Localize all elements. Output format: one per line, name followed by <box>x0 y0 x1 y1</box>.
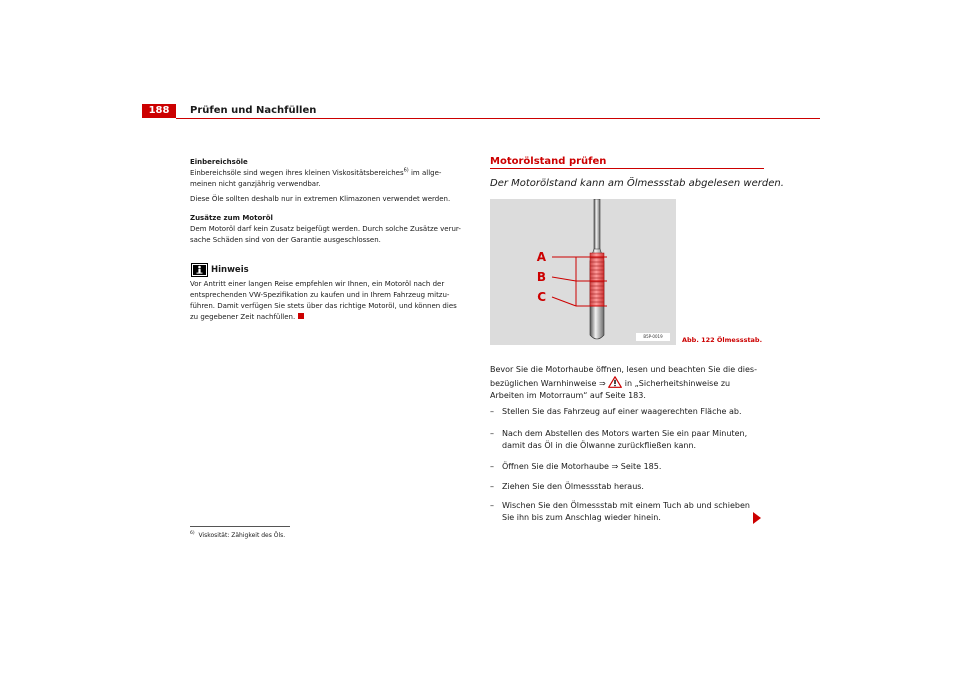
text: zu gegebener Zeit nachfüllen. <box>190 313 296 321</box>
step-text <box>502 428 765 452</box>
text: Arbeiten im Motorraum“ auf Seite 183. <box>490 391 646 400</box>
warning-triangle-icon[interactable] <box>608 376 622 388</box>
note-info-icon <box>191 262 208 276</box>
figure-label-a: A <box>536 250 546 264</box>
subheading-einbereichsoele: Einbereichsöle <box>190 158 248 166</box>
text: Sie ihn bis zum Anschlag wieder hinein. <box>502 513 661 522</box>
step-text <box>502 461 765 473</box>
text: Ziehen Sie den Ölmessstab heraus. <box>502 482 644 491</box>
section-subtitle: Der Motorölstand kann am Ölmessstab abgelesen werden. <box>490 178 784 189</box>
text: damit das Öl in die Ölwanne zurückfließen kann. <box>502 441 697 450</box>
text: im allge- <box>408 169 442 177</box>
header-divider <box>176 118 820 119</box>
figure-label-b: B <box>536 270 546 284</box>
list-dash: – <box>490 407 494 416</box>
page-number: 188 <box>142 104 176 118</box>
note-heading: Hinweis <box>211 265 249 275</box>
text: sache Schäden sind von der Garantie ausgeschlossen. <box>190 236 381 244</box>
list-dash: – <box>490 501 494 510</box>
next-page-arrow-icon[interactable] <box>752 510 762 524</box>
figure-caption: Abb. 122 Ölmessstab. <box>682 336 763 344</box>
section-divider <box>490 168 764 169</box>
paragraph-zusaetze <box>190 224 470 246</box>
note-text <box>190 279 470 323</box>
text: Dem Motoröl darf kein Zusatz beigefügt werden. Durch solche Zusätze verur- <box>190 225 461 233</box>
list-item <box>490 428 765 452</box>
footnote-marker: 6) <box>190 531 195 536</box>
footnote-divider <box>190 526 290 527</box>
footnote <box>190 531 285 540</box>
paragraph-einbereichsoele <box>190 168 470 190</box>
text: in „Sicherheitshinweise zu <box>622 379 731 388</box>
list-item <box>490 406 765 418</box>
text: Vor Antritt einer langen Reise empfehlen wir Ihnen, ein Motoröl nach der <box>190 280 445 288</box>
footnote-text: Viskosität: Zähigkeit des Öls. <box>198 532 286 539</box>
text: entsprechenden VW-Spezifikation zu kaufen und in Ihrem Fahrzeug mitzu- <box>190 291 450 299</box>
text: Einbereichsöle sind wegen ihres kleinen Viskositätsbereiches <box>190 169 404 177</box>
section-title: Motorölstand prüfen <box>490 156 607 167</box>
footnote-ref[interactable]: 6) <box>403 167 409 174</box>
list-dash: – <box>490 429 494 438</box>
text: meinen nicht ganzjährig verwendbar. <box>190 180 321 188</box>
step-text <box>502 500 765 524</box>
step-text <box>502 406 765 418</box>
list-item <box>490 500 765 524</box>
text: Stellen Sie das Fahrzeug auf einer waagerechten Fläche ab. <box>502 407 742 416</box>
text: Wischen Sie den Ölmessstab mit einem Tuch ab und schieben <box>502 501 750 510</box>
list-dash: – <box>490 462 494 471</box>
page-header-title: Prüfen und Nachfüllen <box>190 105 317 116</box>
figure-code: B5P-0019 <box>636 333 670 341</box>
list-dash: – <box>490 482 494 491</box>
subheading-zusaetze: Zusätze zum Motoröl <box>190 214 273 222</box>
intro-paragraph <box>490 364 765 402</box>
text: bezüglichen Warnhinweise ⇒ <box>490 379 609 388</box>
figure-label-c: C <box>537 290 546 304</box>
text: Öffnen Sie die Motorhaube ⇒ Seite 185. <box>502 462 662 471</box>
paragraph-klimazonen: Diese Öle sollten deshalb nur in extremen Klimazonen verwendet werden. <box>190 195 451 203</box>
text: führen. Damit verfügen Sie stets über das richtige Motoröl, und können dies <box>190 302 457 310</box>
step-text <box>502 481 765 493</box>
dipstick-figure <box>490 199 676 345</box>
list-item <box>490 481 765 493</box>
section-end-square-icon <box>298 313 304 319</box>
list-item <box>490 461 765 473</box>
text: Nach dem Abstellen des Motors warten Sie ein paar Minuten, <box>502 429 748 438</box>
text: Bevor Sie die Motorhaube öffnen, lesen und beachten Sie die dies- <box>490 365 757 374</box>
